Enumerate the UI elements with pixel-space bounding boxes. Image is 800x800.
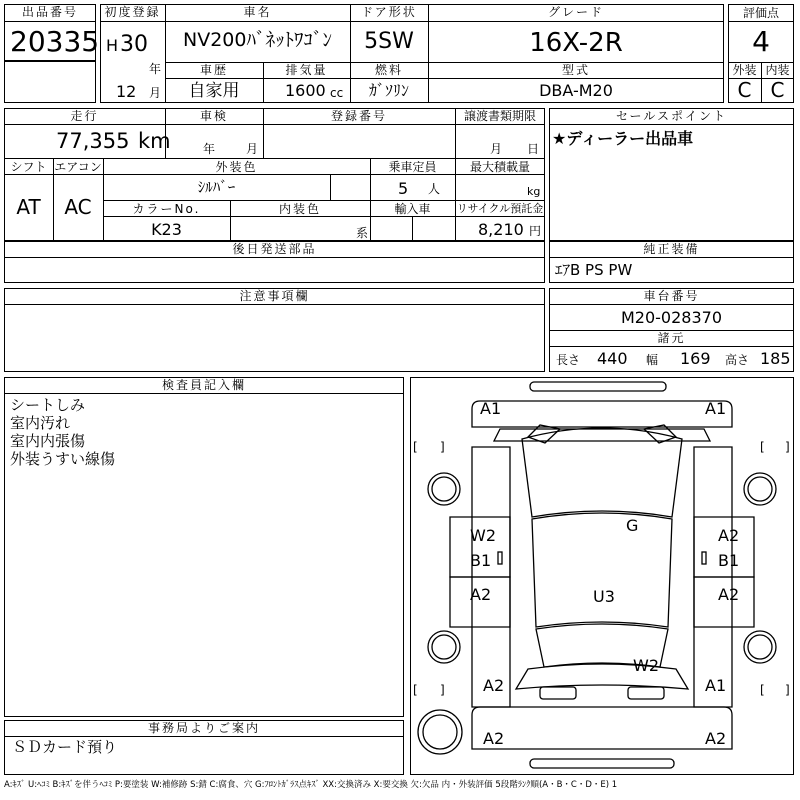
- office-text: ＳＤカード預り: [12, 738, 118, 756]
- shift: AT: [16, 195, 41, 219]
- length: 440: [597, 349, 628, 368]
- wheel: [748, 477, 772, 501]
- recycle-fee: 8,210: [478, 220, 524, 239]
- damage-mark: B1: [718, 551, 740, 570]
- divider: [728, 21, 794, 22]
- divider: [4, 174, 545, 175]
- damage-mark: A2: [718, 585, 740, 604]
- capacity: 5: [398, 179, 409, 198]
- bracket: ]: [785, 683, 790, 697]
- fuel: ｶﾞｿﾘﾝ: [368, 81, 409, 100]
- height: 185: [760, 349, 791, 368]
- wheel: [744, 631, 776, 663]
- model-label: 型式: [561, 63, 590, 77]
- damage-mark: W2: [633, 656, 659, 675]
- divider: [549, 124, 794, 125]
- door-handle: [498, 552, 502, 564]
- divider: [4, 304, 545, 305]
- recycle-label: リサイクル預託金: [456, 202, 544, 215]
- color: ｼﾙﾊﾞｰ: [197, 178, 236, 196]
- exterior-label: 外装: [732, 63, 757, 77]
- damage-mark: A2: [483, 729, 505, 748]
- int-color-label: 内装色: [278, 202, 321, 216]
- spare-wheel: [418, 710, 462, 754]
- divider: [549, 346, 794, 347]
- length-label: 長さ: [556, 353, 581, 367]
- door-label: ドア形状: [361, 5, 417, 19]
- spare-wheel: [423, 715, 457, 749]
- divider: [549, 304, 794, 305]
- fuel-label: 燃料: [374, 63, 403, 77]
- month-unit: 月: [149, 86, 162, 100]
- grade: 16X-2R: [529, 28, 623, 58]
- wheel: [428, 631, 460, 663]
- color-no: K23: [151, 220, 182, 239]
- bracket: ]: [785, 440, 790, 454]
- lot-number-label: 出品番号: [21, 5, 78, 19]
- hood-outline: [494, 429, 710, 441]
- sales-point-text: ★ディーラー出品車: [552, 129, 694, 148]
- max-load-label: 最大積載量: [469, 160, 530, 174]
- damage-mark: A2: [718, 526, 740, 545]
- divider: [165, 62, 724, 63]
- divider: [4, 257, 545, 258]
- year: 30: [120, 32, 148, 57]
- history-label: 車歴: [199, 63, 228, 77]
- rear-bumper-strip: [530, 759, 674, 768]
- transfer-month-unit: 月: [490, 142, 503, 156]
- divider: [4, 393, 404, 394]
- bracket: [: [413, 440, 418, 454]
- rear-light: [628, 687, 664, 699]
- lot-number: 20335: [10, 25, 100, 58]
- door-handle: [702, 552, 706, 564]
- score: 4: [752, 25, 770, 58]
- import-label: 輸入車: [394, 202, 431, 216]
- door: 5SW: [364, 29, 414, 54]
- wheel: [432, 635, 456, 659]
- roof-panel: [532, 513, 672, 627]
- exterior-grade: C: [737, 78, 752, 102]
- ac-label: エアコン: [54, 160, 102, 174]
- grade-label: グレード: [547, 5, 604, 19]
- capacity-unit: 人: [428, 182, 441, 196]
- color-no-label: カラーNo.: [132, 202, 201, 216]
- tailgate: [516, 664, 688, 689]
- damage-mark: A2: [483, 676, 505, 695]
- inspector-note: 外装うすい線傷: [10, 450, 116, 468]
- mileage-unit: km: [138, 129, 171, 153]
- inspector-note: シートしみ: [10, 396, 86, 414]
- wheel: [744, 473, 776, 505]
- interior-grade: C: [770, 78, 785, 102]
- divider: [100, 21, 724, 22]
- interior-label: 内装: [765, 63, 790, 77]
- bracket: [: [760, 440, 765, 454]
- shift-label: シフト: [10, 160, 47, 174]
- inspector-note: 室内汚れ: [10, 414, 71, 432]
- inspector-label: 検査員記入欄: [161, 378, 246, 392]
- bracket: ]: [440, 683, 445, 697]
- max-load-unit: kg: [527, 185, 541, 198]
- divider: [103, 216, 545, 217]
- damage-mark: A2: [705, 729, 727, 748]
- car-name: NV200ﾊﾞﾈｯﾄﾜｺﾞﾝ: [183, 29, 332, 51]
- divider: [4, 736, 404, 737]
- year-unit: 年: [149, 62, 162, 76]
- later-parts-label: 後日発送部品: [232, 242, 317, 256]
- genuine-label: 純正装備: [643, 242, 700, 256]
- front-bumper-strip: [530, 382, 666, 391]
- bracket: [: [413, 683, 418, 697]
- wheel: [428, 473, 460, 505]
- damage-mark: A1: [705, 399, 727, 418]
- inspection-year-unit: 年: [203, 142, 216, 156]
- divider: [4, 21, 96, 22]
- caution-label: 注意事項欄: [239, 289, 310, 303]
- transfer-day-unit: 日: [527, 142, 540, 156]
- sales-point-label: セールスポイント: [616, 109, 727, 123]
- rear-light: [540, 687, 576, 699]
- divider: [412, 216, 413, 241]
- wheel: [432, 477, 456, 501]
- mileage-label: 走行: [70, 109, 99, 123]
- height-label: 高さ: [725, 353, 750, 367]
- damage-mark: A1: [480, 399, 502, 418]
- divider: [103, 200, 545, 201]
- transfer-label: 譲渡書類期限: [463, 109, 536, 123]
- mileage: 77,355: [56, 129, 130, 153]
- office-label: 事務局よりご案内: [147, 721, 260, 735]
- dims-label: 諸元: [657, 331, 686, 345]
- bracket: ]: [440, 440, 445, 454]
- chassis-number: M20-028370: [620, 308, 722, 327]
- model: DBA-M20: [539, 81, 613, 100]
- damage-mark: U3: [593, 587, 615, 606]
- ac: AC: [64, 195, 92, 219]
- damage-mark: G: [626, 516, 639, 535]
- recycle-unit: 円: [529, 224, 542, 238]
- roof-outline: [472, 401, 732, 427]
- sales-point-box: [549, 108, 794, 241]
- genuine-text: ｴｱB PS PW: [555, 261, 633, 279]
- car-name-label: 車名: [243, 5, 272, 19]
- wheel: [748, 635, 772, 659]
- era: H: [106, 36, 119, 55]
- car-diagram: [410, 377, 794, 775]
- rear-bumper: [472, 707, 732, 749]
- int-color-unit: 系: [356, 226, 369, 240]
- legend: A:ｷｽﾞ U:ﾍｺﾐ B:ｷｽﾞを伴うﾍｺﾐ P:要塗装 W:補修跡 S:錆 C:腐食、穴 G:ﾌﾛﾝﾄｶﾞﾗｽ点ｷｽﾞ XX:交換済み X:要交換 欠:欠品 内・外装評価 5段階ﾗﾝｸ順(A・B・C・D・E) 1: [4, 780, 618, 790]
- inspection-label: 車検: [199, 109, 228, 123]
- width: 169: [680, 349, 711, 368]
- color-label: 外装色: [215, 160, 258, 174]
- divider: [4, 158, 545, 159]
- divider: [165, 78, 724, 79]
- capacity-label: 乗車定員: [388, 160, 437, 174]
- history: 自家用: [188, 81, 240, 101]
- displacement-label: 排気量: [285, 63, 328, 77]
- divider: [549, 257, 794, 258]
- chassis-label: 車台番号: [643, 289, 700, 303]
- displacement-unit: cc: [330, 86, 344, 100]
- lot-number-lower: [4, 61, 96, 103]
- score-label: 評価点: [742, 6, 779, 20]
- inspector-note: 室内内張傷: [10, 432, 86, 450]
- inspection-month-unit: 月: [246, 142, 259, 156]
- width-label: 幅: [646, 353, 659, 367]
- month: 12: [116, 82, 137, 101]
- damage-mark: B1: [470, 551, 492, 570]
- reg-no-label: 登録番号: [330, 109, 387, 123]
- first-reg-label: 初度登録: [104, 5, 161, 19]
- divider: [330, 174, 331, 200]
- divider: [4, 124, 545, 125]
- damage-mark: W2: [470, 526, 496, 545]
- inspector-notes: [10, 396, 115, 468]
- damage-mark: A2: [470, 585, 492, 604]
- bracket: [: [760, 683, 765, 697]
- damage-mark: A1: [705, 676, 727, 695]
- displacement: 1600: [285, 81, 326, 100]
